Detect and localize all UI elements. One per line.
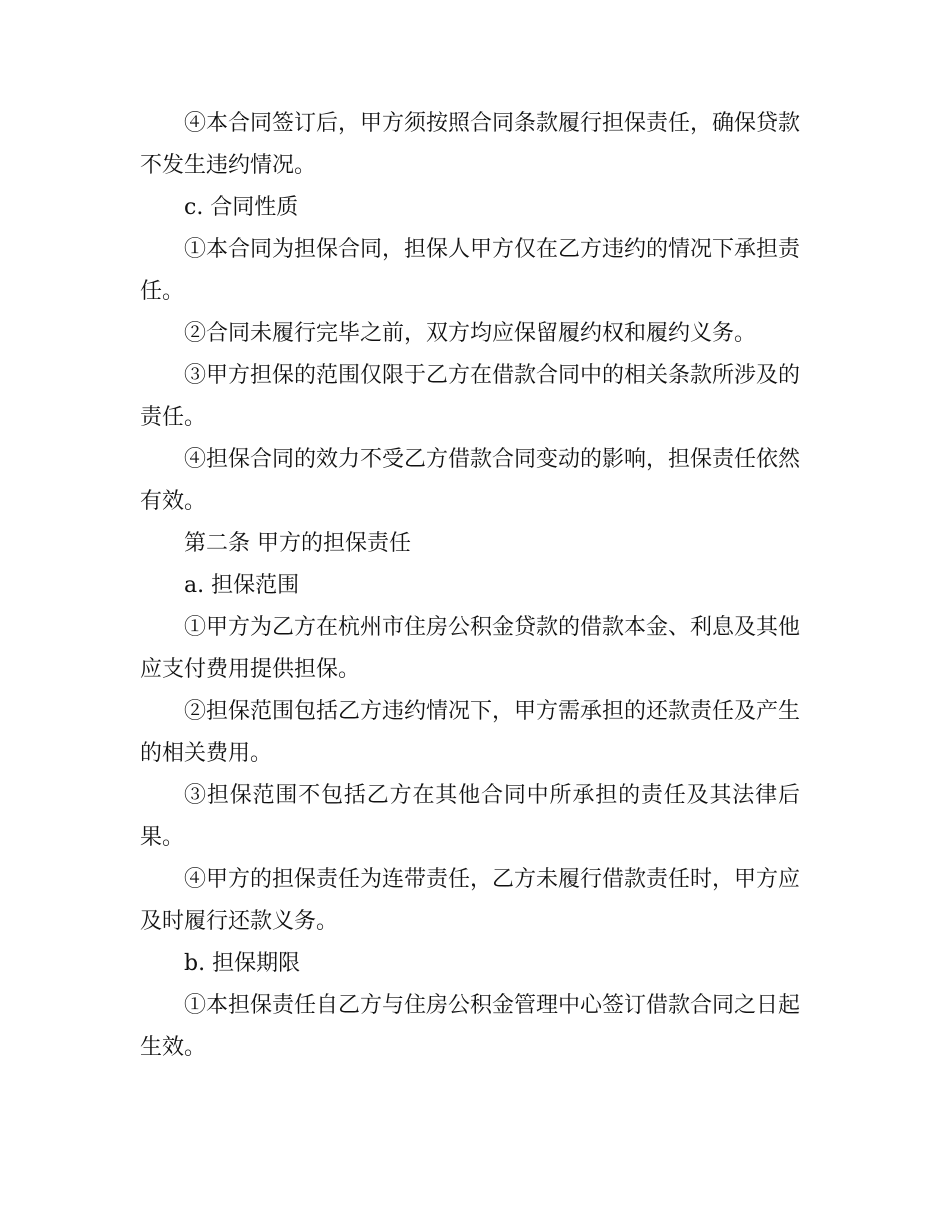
paragraph-scope-default-repayment: ②担保范围包括乙方违约情况下，甲方需承担的还款责任及产生的相关费用。 [140,699,801,766]
paragraph-scope-principal-interest: ①甲方为乙方在杭州市住房公积金贷款的借款本金、利息及其他应支付费用提供担保。 [140,615,801,682]
section-heading-guarantee-term: b. 担保期限 [184,951,301,976]
section-heading-guarantee-scope: a. 担保范围 [184,573,300,598]
section-heading-contract-nature: c. 合同性质 [184,195,299,220]
document-body [140,103,800,1069]
paragraph-guarantee-contract: ①本合同为担保合同，担保人甲方仅在乙方违约的情况下承担责任。 [140,237,801,304]
paragraph-rights-obligations: ②合同未履行完毕之前，双方均应保留履约权和履约义务。 [184,321,757,346]
article-heading-guarantor-liability: 第二条 甲方的担保责任 [184,531,411,556]
paragraph-guarantee-validity: ④担保合同的效力不受乙方借款合同变动的影响，担保责任依然有效。 [140,447,801,514]
paragraph-clause-4-signing: ④本合同签订后，甲方须按照合同条款履行担保责任，确保贷款不发生违约情况。 [140,111,801,178]
paragraph-scope-exclusions: ③担保范围不包括乙方在其他合同中所承担的责任及其法律后果。 [140,783,800,850]
paragraph-guarantee-scope-limit: ③甲方担保的范围仅限于乙方在借款合同中的相关条款所涉及的责任。 [140,363,801,430]
paragraph-joint-liability: ④甲方的担保责任为连带责任，乙方未履行借款责任时，甲方应及时履行还款义务。 [140,867,801,934]
paragraph-term-effective: ①本担保责任自乙方与住房公积金管理中心签订借款合同之日起生效。 [140,993,801,1060]
